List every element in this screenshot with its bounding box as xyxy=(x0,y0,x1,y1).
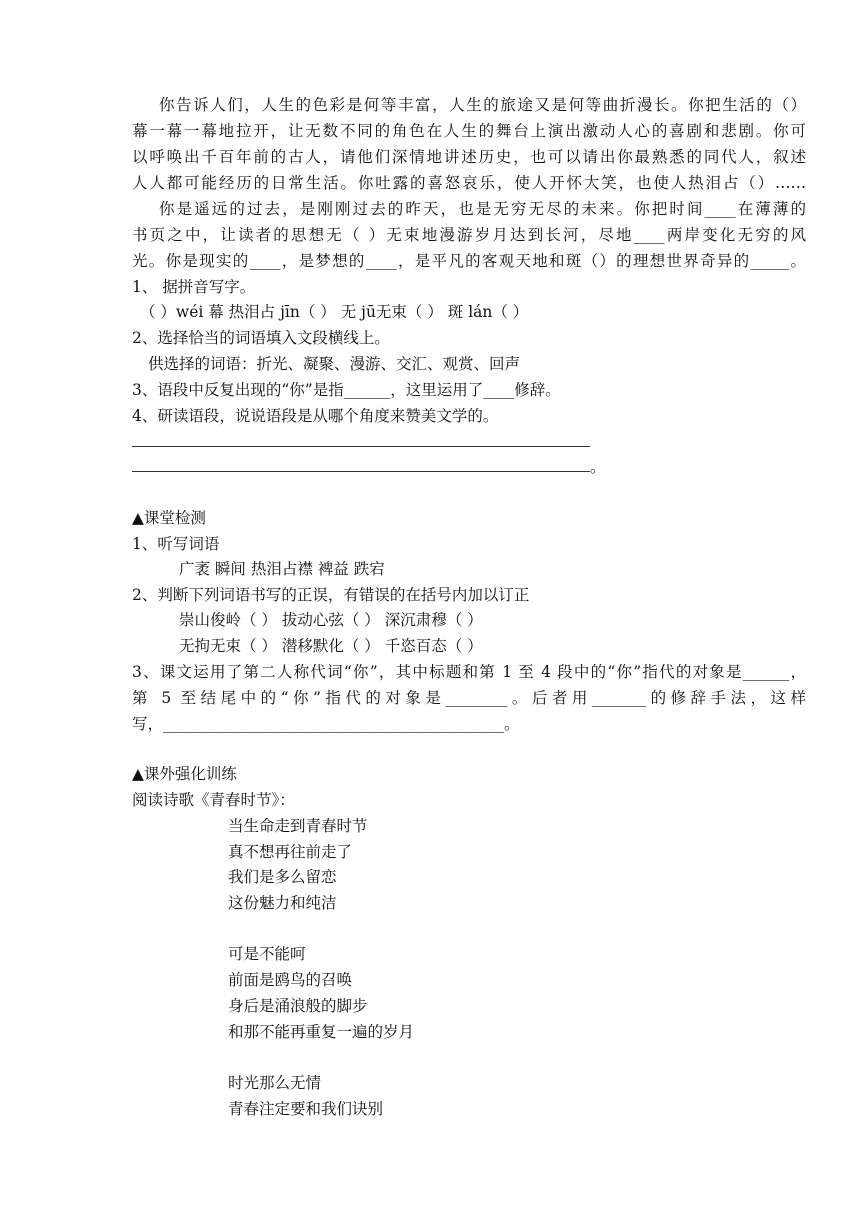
classroom-question-3-line-1: 3、课文运用了第二人称代词“你”，其中标题和第 1 至 4 段中的“你”指代的对象是______， xyxy=(132,663,806,681)
question-3: 3、语段中反复出现的“你”是指______，这里运用了____修辞。 xyxy=(132,381,561,399)
passage-p1-line-2: 幕一幕一幕地拉开，让无数不同的角色在人生的舞台上演出激动人心的喜剧和悲剧。你可 xyxy=(132,122,806,140)
poem-line: 和那不能再重复一遍的岁月 xyxy=(228,1023,415,1041)
passage-p1-line-4: 人人都可能经历的日常生活。你吐露的喜怒哀乐，使人开怀大笑，也使人热泪占（）…… xyxy=(132,174,806,192)
poem-line: 当生命走到青春时节 xyxy=(228,817,368,835)
question-4: 4、研读语段，说说语段是从哪个角度来赞美文学的。 xyxy=(132,407,499,425)
answer-line-2[interactable] xyxy=(132,471,590,472)
question-1: 1、 据拼音写字。 xyxy=(132,278,256,296)
classroom-question-2: 2、判断下列词语书写的正误，有错误的在括号内加以订正 xyxy=(132,586,530,604)
classroom-heading: ▲课堂检测 xyxy=(132,509,206,527)
poem-line: 青春注定要和我们诀别 xyxy=(228,1100,384,1118)
poem-line: 时光那么无情 xyxy=(228,1074,322,1092)
classroom-question-3-line-3: 写，____________________________________________。 xyxy=(132,715,520,733)
classroom-question-2-row-2: 无拘无束（ ） 潜移默化（ ） 千恣百态（ ） xyxy=(179,637,483,655)
passage-p2-line-1: 你是遥远的过去，是刚刚过去的昨天，也是无穷无尽的未来。你把时间____在薄薄的 xyxy=(159,200,806,218)
answer-line-1[interactable] xyxy=(132,446,590,447)
passage-p2-line-2: 书页之中，让读者的思想无（ ）无束地漫游岁月达到长河，尽地____两岸变化无穷的风 xyxy=(132,226,806,244)
classroom-question-1: 1、听写词语 xyxy=(132,535,220,553)
poem-line: 可是不能呵 xyxy=(228,945,306,963)
question-1-items: （ ）wéi 幕 热泪占 jīn（ ） 无 jū无束（ ） 斑 lán（ ） xyxy=(140,303,529,321)
classroom-question-3-line-2: 第 5 至结尾中的“你”指代的对象是________。后者用_______的修辞手法，这样 xyxy=(132,689,806,707)
poem-line: 这份魅力和纯洁 xyxy=(228,894,337,912)
passage-p2-line-3: 光。你是现实的____，是梦想的____，是平凡的客观天地和斑（）的理想世界奇异的_____。 xyxy=(132,252,806,270)
poem-intro: 阅读诗歌《青春时节》： xyxy=(132,791,295,809)
classroom-question-2-row-1: 崇山俊岭（ ） 拔动心弦（ ） 深沉肃穆（ ） xyxy=(179,611,483,629)
poem-line: 前面是鸥鸟的召唤 xyxy=(228,971,353,989)
extra-heading: ▲课外强化训练 xyxy=(132,765,237,783)
question-2: 2、选择恰当的词语填入文段横线上。 xyxy=(132,329,390,347)
classroom-question-1-words: 广袤 瞬间 热泪占襟 裨益 跌宕 xyxy=(179,560,385,578)
poem-line: 我们是多么留恋 xyxy=(228,868,337,886)
answer-end-mark: 。 xyxy=(590,458,606,476)
passage-p1-line-1: 你告诉人们，人生的色彩是何等丰富，人生的旅途又是何等曲折漫长。你把生活的（） xyxy=(159,96,806,114)
question-2-word-bank: 供选择的词语：折光、凝聚、漫游、交汇、观赏、回声 xyxy=(148,355,521,373)
poem-line: 真不想再往前走了 xyxy=(228,843,353,861)
passage-p1-line-3: 以呼唤出千百年前的古人，请他们深情地讲述历史，也可以请出你最熟悉的同代人，叙述 xyxy=(132,148,806,166)
poem-line: 身后是涌浪般的脚步 xyxy=(228,997,368,1015)
